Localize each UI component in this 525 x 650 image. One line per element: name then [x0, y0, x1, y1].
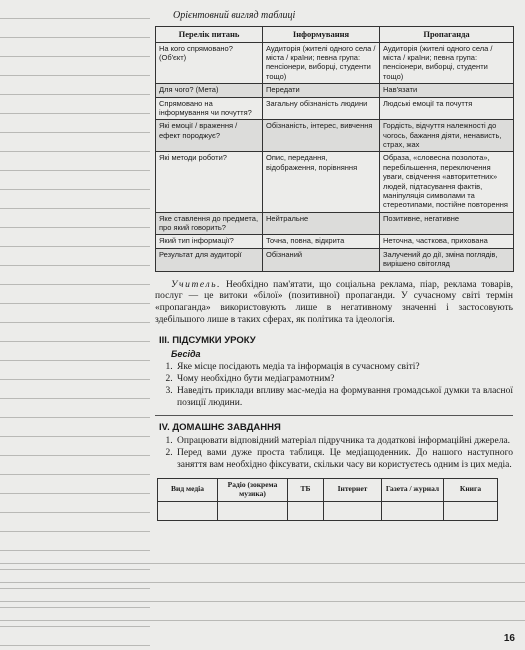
table-row: [156, 120, 514, 152]
table-cell: Позитивне, негативне: [380, 212, 514, 235]
table-cell: Залучений до дії, зміна поглядів, вирішено світогляд: [380, 248, 514, 271]
table-cell: Нав'язати: [380, 84, 514, 97]
empty-cell[interactable]: [218, 501, 288, 520]
section-summary-title: III. ПІДСУМКИ УРОКУ: [159, 335, 256, 346]
table-row: [156, 152, 514, 212]
comparison-table: [155, 26, 514, 272]
table-row: [156, 235, 514, 248]
page-number: 16: [503, 633, 515, 644]
empty-cell[interactable]: [158, 501, 218, 520]
table-row: [156, 84, 514, 97]
table-cell: Аудиторія (жителі одного села / міста / країни; певна група: пенсіонери, виборці, студенти тощо): [263, 42, 380, 84]
table-cell: Які емоції / враження / ефект породжує?: [156, 120, 263, 152]
table-row: [156, 97, 514, 120]
teacher-text: Необхідно пам'ятати, що соціальна реклама, піар, реклама товарів, послуг — це витоки «білої» (позитивної) пропаганди. У сучасному світі термін «пропаганда» використовують лише в негативному значенні і застосовують здебільшого лише в таких сферах, як політика та ідеологія.: [155, 279, 513, 326]
teacher-paragraph: [155, 280, 513, 328]
header-propaganda: Пропаганда: [380, 27, 514, 43]
media-diary-table: [157, 478, 498, 521]
page-content: [155, 10, 513, 521]
table-caption: Орієнтовний вигляд таблиці: [173, 10, 296, 21]
list-item: 2. Чому необхідно бути медіаграмотним?: [175, 374, 513, 386]
list-item: 1. Яке місце посідають медіа та інформація в сучасному світі?: [175, 362, 513, 374]
header-newspaper: Газета / журнал: [382, 478, 444, 501]
header-radio: Радіо (зокрема музика): [218, 478, 288, 501]
teacher-speaker-label: Учитель.: [171, 279, 222, 290]
header-media-type: Вид медіа: [158, 478, 218, 501]
table-cell: Які методи роботи?: [156, 152, 263, 212]
media-diary-header: [158, 478, 498, 501]
empty-cell[interactable]: [324, 501, 382, 520]
empty-cell[interactable]: [288, 501, 324, 520]
comparison-table-header: [156, 27, 514, 43]
table-cell: Обізнаний: [263, 248, 380, 271]
section-homework-title: IV. ДОМАШНЄ ЗАВДАННЯ: [159, 421, 281, 433]
media-diary-empty-row: [158, 501, 498, 520]
bottom-note-lines: [0, 545, 525, 630]
table-cell: Результат для аудиторії: [156, 248, 263, 271]
table-cell: Загальну обізнаність людини: [263, 97, 380, 120]
table-cell: Опис, передання, відображення, порівняння: [263, 152, 380, 212]
empty-cell[interactable]: [444, 501, 498, 520]
header-informing: Інформування: [263, 27, 380, 43]
table-row: [156, 212, 514, 235]
conversation-subhead: Бесіда: [171, 349, 201, 360]
table-cell: Який тип інформації?: [156, 235, 263, 248]
list-item: 2. Перед вами дуже проста таблиця. Це медіащоденник. До нашого наступного заняття вам необхідно фіксувати, скільки часу ви користуєтесь одним із цих медіа.: [175, 448, 513, 472]
table-cell: Неточна, часткова, прихована: [380, 235, 514, 248]
table-cell: Людські емоції та почуття: [380, 97, 514, 120]
summary-questions-list: [155, 362, 513, 410]
table-cell: Спрямовано на інформування чи почуття?: [156, 97, 263, 120]
list-item: 1. Опрацювати відповідний матеріал підручника та додаткові інформаційні джерела.: [175, 436, 513, 448]
table-cell: Образа, «словесна позолота», перебільшення, переключення уваги, свідчення «авторитетних» людей, підтасування фактів, маніпуляція символами та стереотипами, постійне повторення: [380, 152, 514, 212]
table-cell: Яке ставлення до предмета, про який говорить?: [156, 212, 263, 235]
table-cell: Нейтральне: [263, 212, 380, 235]
table-cell: Аудиторія (жителі одного села / міста / країни; певна група: пенсіонери, виборці, студенти тощо): [380, 42, 514, 84]
table-row: [156, 248, 514, 271]
header-tv: ТБ: [288, 478, 324, 501]
divider: [155, 415, 513, 416]
header-questions: Перелік питань: [156, 27, 263, 43]
header-internet: Інтернет: [324, 478, 382, 501]
table-cell: Точна, повна, відкрита: [263, 235, 380, 248]
empty-cell[interactable]: [382, 501, 444, 520]
table-cell: Гордість, відчуття належності до чогось, бажання діяти, ненависть, страх, жах: [380, 120, 514, 152]
table-cell: Обізнаність, інтерес, вивчення: [263, 120, 380, 152]
homework-list: [155, 436, 513, 472]
table-cell: На кого спрямовано? (Об'єкт): [156, 42, 263, 84]
list-item: 3. Наведіть приклади впливу мас-медіа на формування громадської думки та власної позиції людини.: [175, 386, 513, 410]
table-row: [156, 42, 514, 84]
header-book: Книга: [444, 478, 498, 501]
table-cell: Для чого? (Мета): [156, 84, 263, 97]
table-cell: Передати: [263, 84, 380, 97]
